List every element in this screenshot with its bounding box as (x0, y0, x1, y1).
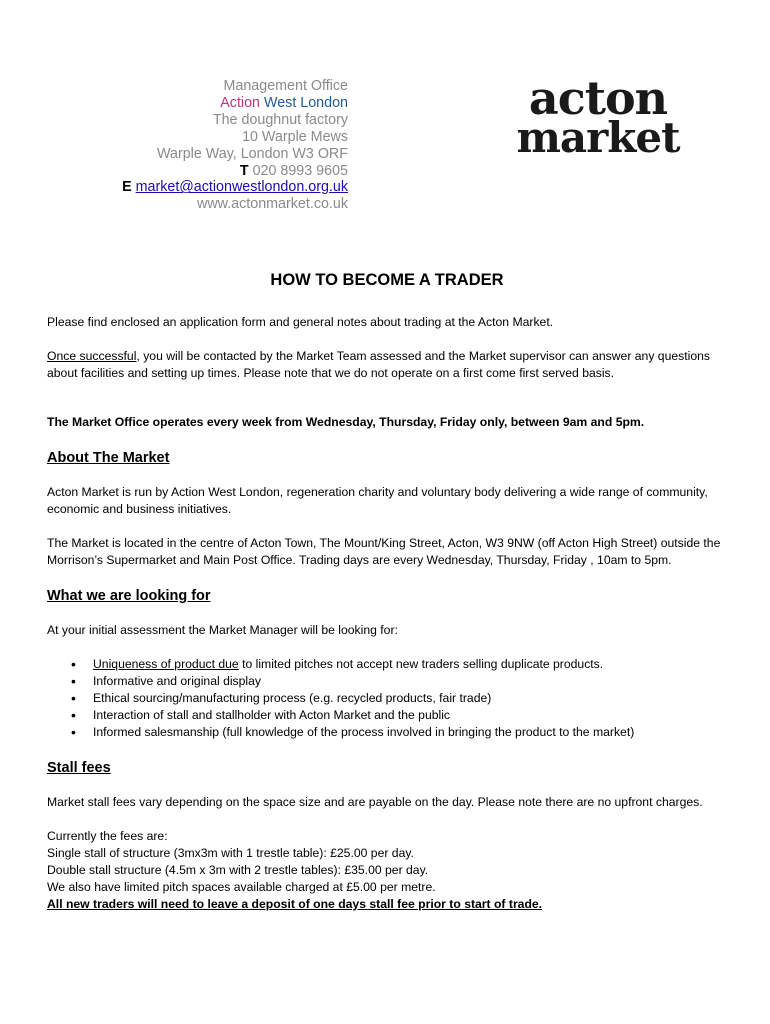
uniqueness-rest: to limited pitches not accept new traders selling duplicate products. (238, 657, 604, 671)
about-heading: About The Market (47, 450, 170, 466)
deposit-notice: All new traders will need to leave a deposit of one days stall fee prior to start of trade. (47, 897, 543, 911)
document-body (47, 266, 727, 930)
acton-market-logo (502, 71, 694, 162)
fees-list (47, 828, 727, 913)
looking-for-intro: At your initial assessment the Market Manager will be looking for: (47, 623, 398, 637)
list-item: • Informed salesmanship (full knowledge of the process involved in bringing the product to the market) (93, 724, 727, 741)
telephone-value: 020 8993 9605 (252, 162, 348, 179)
criteria-list (47, 656, 727, 741)
once-successful-text: Once successful (47, 349, 137, 363)
street-line: Warple Way, London W3 ORF (157, 145, 348, 162)
contact-paragraph-rest: , you will be contacted by the Market Team assessed and the Market supervisor can answer any questions about facilities and setting up times. Please note that we do not operate on a first come first served basis. (47, 349, 710, 380)
list-item: • Informative and original display (93, 673, 727, 690)
org-word-west-london: West London (264, 94, 348, 111)
email-link[interactable]: market@actionwestlondon.org.uk (135, 179, 348, 196)
looking-for-heading: What we are looking for (47, 588, 211, 604)
fee-double-stall: Double stall structure (4.5m x 3m with 2 trestle tables): £35.00 per day. (47, 863, 429, 877)
fees-current-label: Currently the fees are: (47, 829, 168, 843)
about-paragraph-1: Acton Market is run by Action West London, regeneration charity and voluntary body delivering a wide range of community, economic and business initiatives. (47, 485, 708, 516)
list-item: • Ethical sourcing/manufacturing process (e.g. recycled products, fair trade) (93, 690, 727, 707)
office-line: Management Office (223, 78, 348, 94)
telephone-label: T (239, 162, 249, 179)
fees-paragraph: Market stall fees vary depending on the space size and are payable on the day. Please note there are no upfront charges. (47, 795, 703, 809)
about-paragraph-2: The Market is located in the centre of Acton Town, The Mount/King Street, Acton, W3 9NW (off Acton High Street) outside the Morrison’s Supermarket and Main Post Office. Trading days are every Wednesday, Thursday, Friday , 10am to 5pm. (47, 536, 721, 567)
page-title: HOW TO BECOME A TRADER (270, 271, 504, 289)
building-line: The doughnut factory (212, 111, 348, 128)
list-item: • Interaction of stall and stallholder with Acton Market and the public (93, 707, 727, 724)
uniqueness-text: Uniqueness of product due (93, 657, 239, 671)
logo-word-acton: acton (528, 71, 668, 125)
fee-pitch-space: We also have limited pitch spaces available charged at £5.00 per metre. (47, 880, 436, 894)
contact-paragraph (47, 348, 727, 382)
org-line (60, 95, 348, 112)
website-line: www.actonmarket.co.uk (197, 196, 348, 213)
fee-single-stall: Single stall of structure (3mx3m with 1 trestle table): £25.00 per day. (47, 846, 414, 860)
mews-line: 10 Warple Mews (242, 128, 348, 145)
list-item (93, 656, 727, 673)
telephone-line (60, 163, 348, 180)
email-line (60, 179, 348, 196)
stall-fees-heading: Stall fees (47, 760, 111, 776)
address-block (60, 78, 348, 213)
office-hours-notice: The Market Office operates every week from Wednesday, Thursday, Friday only, between 9am and 5pm. (47, 415, 645, 429)
org-word-action: Action (220, 94, 261, 111)
intro-paragraph: Please find enclosed an application form and general notes about trading at the Acton Market. (47, 315, 554, 329)
logo-word-market: market (516, 113, 680, 162)
email-label: E (122, 179, 132, 196)
